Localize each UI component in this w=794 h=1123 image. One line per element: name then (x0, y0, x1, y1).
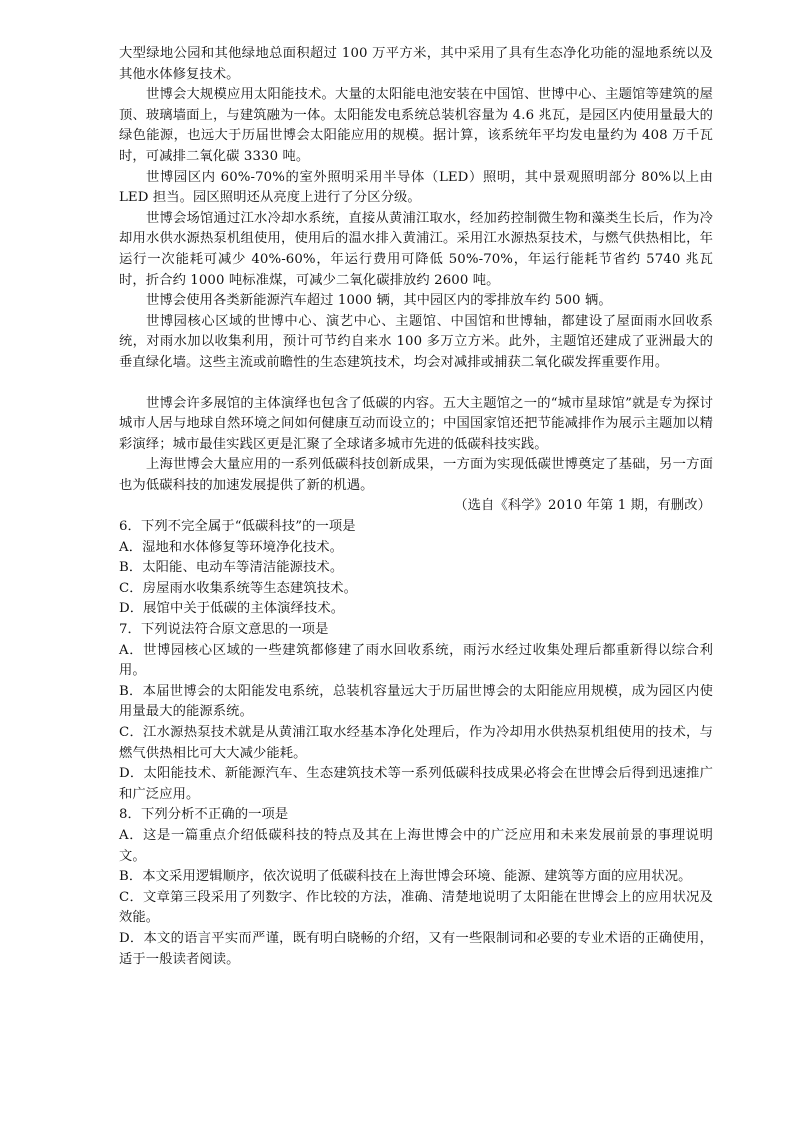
question-8 (119, 805, 713, 970)
document-page (119, 44, 713, 970)
passage-paragraph: 世博会场馆通过江水冷却水系统，直接从黄浦江取水，经加药控制微生物和藻类生长后，作为冷却用水供水源热泵机组使用，使用后的温水排入黄浦江。采用江水源热泵技术，与燃气供热相比，年运行一次能耗可减少 40%-60%，年运行费用可降低 50%-70%，年运行能耗节省约 5740 兆瓦时，折合约 1000 吨标准煤，可减少二氧化碳排放约 2600 吨。 (119, 210, 713, 288)
source-citation: （选自《科学》2010 年第 1 期，有删改） (454, 498, 711, 514)
option-c: C．房屋雨水收集系统等生态建筑技术。 (119, 580, 358, 596)
passage-paragraph: 上海世博会大量应用的一系列低碳科技创新成果，一方面为实现低碳世博奠定了基础，另一方面也为低碳科技的加速发展提供了新的机遇。 (119, 457, 713, 493)
passage-paragraph: 大型绿地公园和其他绿地总面积超过 100 万平方米，其中采用了具有生态净化功能的湿地系统以及其他水体修复技术。 (119, 46, 713, 82)
passage-paragraph: 世博园区内 60%-70%的室外照明采用半导体（LED）照明，其中景观照明部分 80%以上由 LED 担当。园区照明还从亮度上进行了分区分级。 (119, 169, 713, 206)
option-b: B．太阳能、电动车等清洁能源技术。 (119, 560, 344, 576)
question-stem: 7．下列说法符合原文意思的一项是 (119, 622, 329, 638)
option-d: D．太阳能技术、新能源汽车、生态建筑技术等一系列低碳科技成果必将会在世博会后得到迅速推广和广泛应用。 (119, 766, 713, 802)
passage-paragraph: 世博园核心区域的世博中心、演艺中心、主题馆、中国馆和世博轴，都建设了屋面雨水回收系统，对雨水加以收集利用，预计可节约自来水 100 多万立方米。此外，主题馆还建成了亚洲最大的垂直绿化墙。这些主流或前瞻性的生态建筑技术，均会对减排或捕获二氧化碳发挥重要作用。 (119, 313, 713, 370)
option-a: A．湿地和水体修复等环境净化技术。 (119, 539, 344, 555)
option-c: C．文章第三段采用了列数字、作比较的方法，准确、清楚地说明了太阳能在世博会上的应用状况及效能。 (119, 889, 713, 926)
paragraph-gap (119, 374, 713, 394)
passage-paragraph: 世博会使用各类新能源汽车超过 1000 辆，其中园区内的零排放车约 500 辆。 (146, 293, 612, 309)
option-d: D．展馆中关于低碳的主体演绎技术。 (119, 601, 345, 617)
passage-paragraph: 世博会大规模应用太阳能技术。大量的太阳能电池安装在中国馆、世博中心、主题馆等建筑的屋顶、玻璃墙面上，与建筑融为一体。太阳能发电系统总装机容量为 4.6 兆瓦，是园区内使用量最大的绿色能源，也远大于历届世博会太阳能应用的规模。据计算，该系统年平均发电量约为 408 万千瓦时，可减排二氧化碳 3330 吨。 (119, 87, 713, 164)
question-stem: 6．下列不完全属于“低碳科技”的一项是 (119, 519, 356, 535)
option-a: A．世博园核心区域的一些建筑都修建了雨水回收系统，雨污水经过收集处理后都重新得以综合利用。 (119, 642, 713, 679)
option-b: B．本文采用逻辑顺序，依次说明了低碳科技在上海世博会环境、能源、建筑等方面的应用状况。 (119, 869, 692, 885)
passage-paragraph: 世博会许多展馆的主体演绎也包含了低碳的内容。五大主题馆之一的“城市星球馆”就是专为探讨城市人居与地球自然环境之间如何健康互动而设立的；中国国家馆还把节能减排作为展示主题加以精彩演绎；城市最佳实践区更是汇聚了全球诸多城市先进的低碳科技实践。 (119, 395, 713, 452)
question-stem: 8．下列分析不正确的一项是 (119, 807, 289, 823)
option-a: A．这是一篇重点介绍低碳科技的特点及其在上海世博会中的广泛应用和未来发展前景的事理说明文。 (119, 827, 713, 864)
question-6 (119, 517, 713, 620)
option-d: D．本文的语言平实而严谨，既有明白晓畅的介绍，又有一些限制词和必要的专业术语的正确使用，适于一般读者阅读。 (119, 930, 713, 967)
question-7 (119, 620, 713, 805)
option-c: C．江水源热泵技术就是从黄浦江取水经基本净化处理后，作为冷却用水供热泵机组使用的技术，与燃气供热相比可大大减少能耗。 (119, 725, 713, 761)
option-b: B．本届世博会的太阳能发电系统，总装机容量远大于历届世博会的太阳能应用规模，成为园区内使用量最大的能源系统。 (119, 683, 713, 720)
